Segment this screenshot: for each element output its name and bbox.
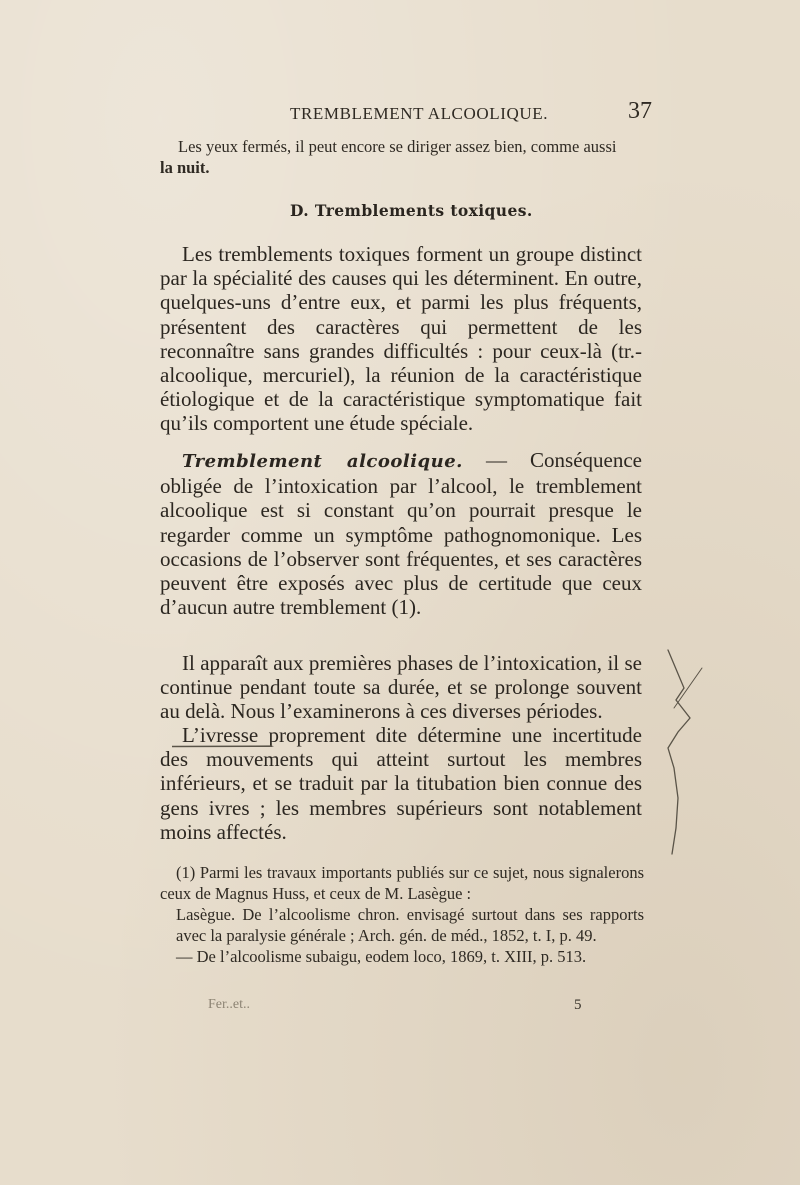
paragraph-4-text: L’ivresse proprement dite détermine une incertitude des mouvements qui atteint surtout les membres inférieurs, et se traduit par la titubation bien connue des gens ivres ; les membres supérieurs sont notablement moins affectés. <box>160 723 642 844</box>
running-title: TREMBLEMENT ALCOOLIQUE. <box>290 104 549 123</box>
sheet-number: 5 <box>574 997 582 1013</box>
footnote-ref-2: — De l’alcoolisme subaigu, eodem loco, 1869, t. XIII, p. 513. <box>176 947 587 966</box>
pencil-underline-mark <box>172 745 272 748</box>
printer-signature-mark: Fer..et.. <box>208 997 250 1012</box>
page-number: 37 <box>628 98 652 124</box>
paragraph-2-text <box>160 448 642 619</box>
intro-line-1: Les yeux fermés, il peut encore se diriger assez bien, comme aussi <box>178 137 617 156</box>
paragraph-phases <box>160 651 642 724</box>
footnotes <box>160 862 644 967</box>
intro-line-2: la nuit. <box>160 158 210 177</box>
paragraph-3-text: Il apparaît aux premières phases de l’intoxication, il se continue pendant toute sa durée, et se prolonge souvent au delà. Nous l’examinerons à ces diverses périodes. <box>160 651 642 724</box>
footnote-intro: (1) Parmi les travaux importants publiés sur ce sujet, nous signalerons ceux de Magnus Huss, et ceux de M. Lasègue : <box>160 863 644 903</box>
paragraph-drunkenness <box>160 723 642 844</box>
paragraph-alcoholic-tremor <box>160 448 642 619</box>
pencil-margin-bracket <box>664 648 704 858</box>
intro-text <box>160 136 652 178</box>
running-head <box>160 98 652 128</box>
paragraph-1-text: Les tremblements toxiques forment un groupe distinct par la spécialité des causes qui les déterminent. En outre, quelques-uns d’entre eux, et parmi les plus fréquents, présentent des caractères qui permettent de les reconnaître sans grandes difficultés : pour ceux-là (tr.-alcoolique, mercuriel), la réunion de la caractéristique étiologique et de la caractéristique symptomatique fait qu’ils comportent une étude spéciale. <box>160 242 642 436</box>
section-heading: D. Tremblements toxiques. <box>290 201 533 220</box>
subsection-text: — Conséquence obligée de l’intoxication par l’alcool, le tremblement alcoolique est si constant qu’on pourrait presque le regarder comme un symptôme pathognomonique. Les occasions de l’observer sont fréquentes, et ses caractères peuvent être exposés avec plus de certitude que ceux d’aucun autre tremblement (1). <box>160 448 642 620</box>
subsection-title: Tremblement alcoolique. <box>182 451 463 472</box>
footnote-ref-1: Lasègue. De l’alcoolisme chron. envisagé surtout dans ses rapports avec la paralysie générale ; Arch. gén. de méd., 1852, t. I, p. 49. <box>176 905 644 945</box>
paragraph-toxic-tremors <box>160 242 642 436</box>
